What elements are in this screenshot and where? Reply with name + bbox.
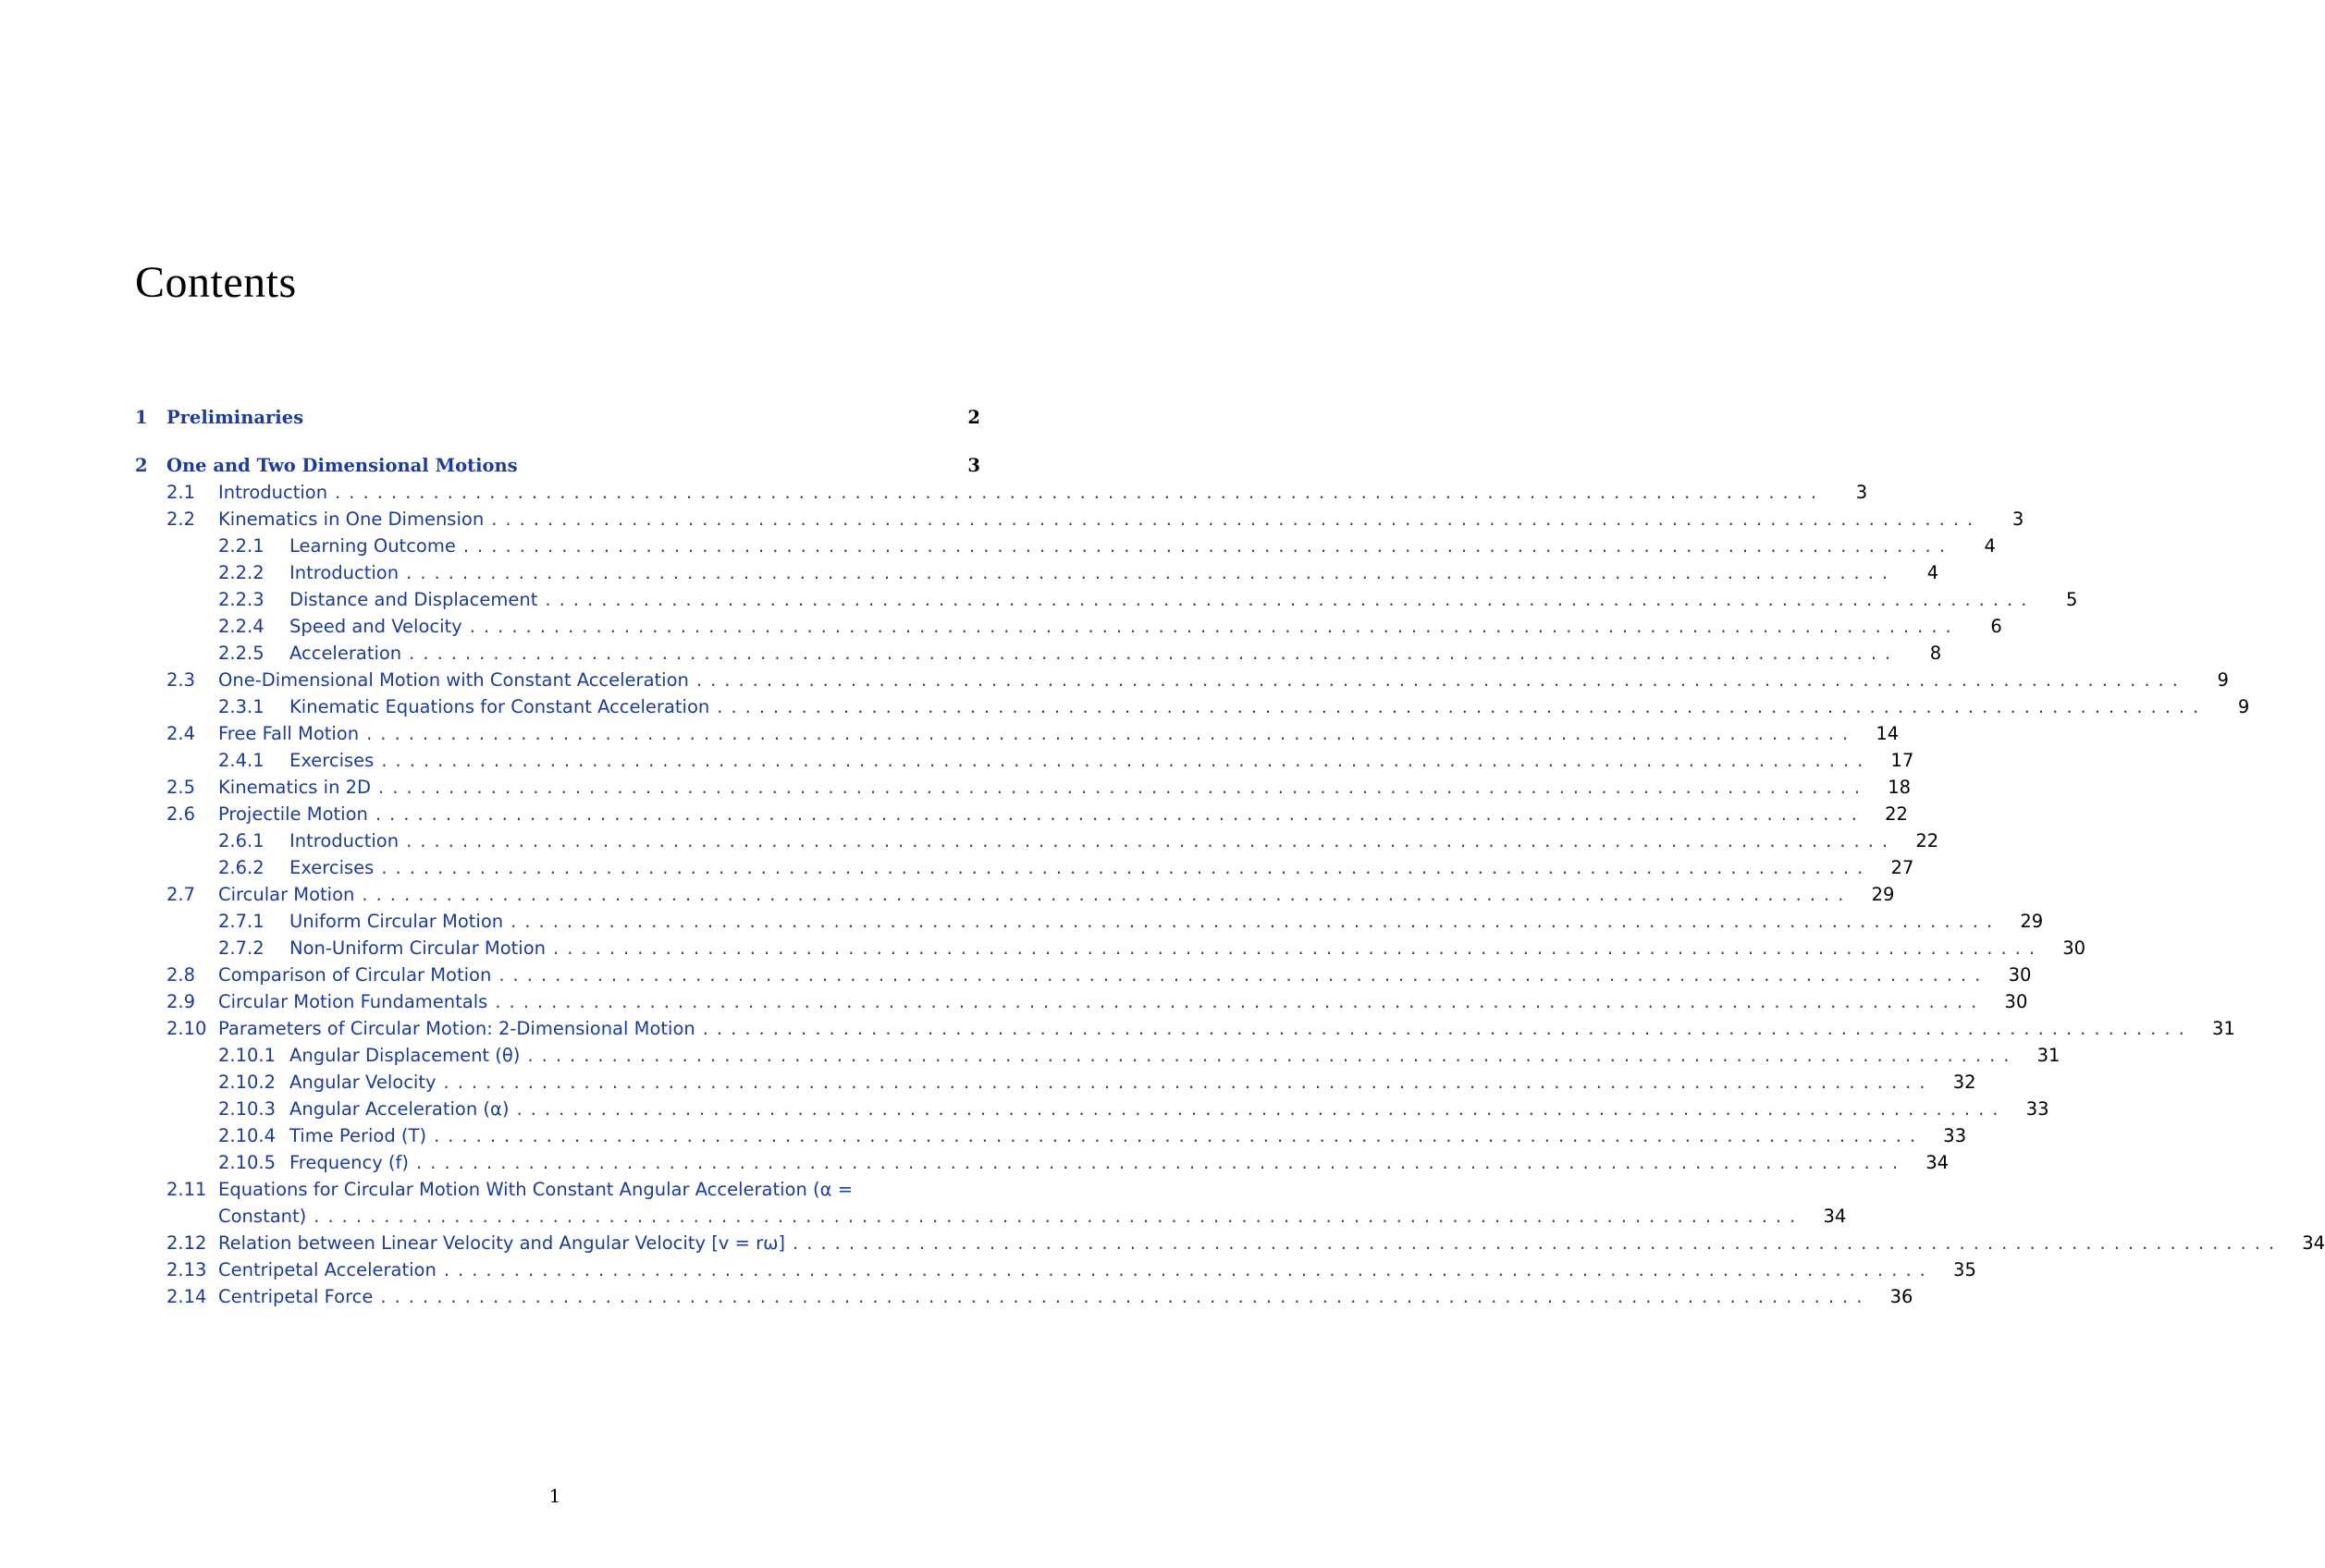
toc-section[interactable] bbox=[135, 723, 1900, 749]
toc-section[interactable] bbox=[135, 1018, 2235, 1044]
section-number: 2.7 bbox=[166, 884, 196, 905]
subsection-number: 2.10.5 bbox=[218, 1152, 277, 1173]
section-number: 2.6 bbox=[166, 803, 196, 825]
dot-leader: .......................................................................................................... bbox=[516, 1098, 2007, 1120]
toc-chapter-1[interactable] bbox=[135, 407, 980, 433]
subsection-page: 17 bbox=[1890, 750, 1914, 771]
section-number: 2.9 bbox=[166, 991, 196, 1012]
section-page: 35 bbox=[1953, 1259, 1976, 1280]
section-page: 36 bbox=[1889, 1286, 1913, 1307]
subsection-title: Learning Outcome bbox=[289, 535, 456, 557]
toc-subsection[interactable] bbox=[135, 589, 2078, 615]
toc-subsection[interactable] bbox=[135, 1125, 1967, 1151]
section-page: 14 bbox=[1876, 723, 1900, 744]
dot-leader: .......................................................................................................... bbox=[381, 750, 1872, 771]
subsection-page: 4 bbox=[1984, 535, 1996, 557]
section-title: Centripetal Acceleration bbox=[218, 1259, 437, 1280]
section-title: Circular Motion bbox=[218, 884, 355, 905]
toc-subsection[interactable] bbox=[135, 562, 1939, 588]
toc-subsection[interactable] bbox=[135, 696, 2250, 722]
dot-leader: .......................................................................................................... bbox=[406, 562, 1897, 583]
toc-subsection[interactable] bbox=[135, 1098, 2049, 1124]
section-number: 2.10 bbox=[166, 1018, 207, 1039]
section-number: 2.8 bbox=[166, 964, 196, 986]
section-title-continued: Constant) bbox=[218, 1206, 307, 1227]
page-title: Contents bbox=[135, 258, 297, 307]
subsection-number: 2.7.1 bbox=[218, 911, 264, 932]
dot-leader: .......................................................................................................... bbox=[443, 1072, 1934, 1093]
section-page: 29 bbox=[1871, 884, 1895, 905]
subsection-page: 6 bbox=[1990, 616, 2002, 637]
section-title: Relation between Linear Velocity and Angular Velocity [v = rω] bbox=[218, 1232, 786, 1254]
subsection-title: Angular Acceleration (α) bbox=[289, 1098, 510, 1120]
section-title: Kinematics in 2D bbox=[218, 777, 372, 798]
dot-leader: .......................................................................................................... bbox=[793, 1232, 2283, 1254]
subsection-number: 2.2.2 bbox=[218, 562, 264, 583]
subsection-number: 2.2.4 bbox=[218, 616, 264, 637]
subsection-number: 2.3.1 bbox=[218, 696, 264, 717]
dot-leader: .......................................................................................................... bbox=[378, 777, 1869, 798]
dot-leader: .......................................................................................................... bbox=[443, 1259, 1934, 1280]
subsection-number: 2.10.3 bbox=[218, 1098, 277, 1120]
toc-section[interactable] bbox=[135, 1286, 1913, 1312]
dot-leader: .......................................................................................................... bbox=[366, 723, 1857, 744]
section-page: 22 bbox=[1885, 803, 1908, 825]
dot-leader: .......................................................................................................... bbox=[527, 1045, 2018, 1066]
toc-section[interactable] bbox=[135, 991, 2028, 1017]
subsection-page: 30 bbox=[2062, 937, 2086, 959]
section-title: Centripetal Force bbox=[218, 1286, 374, 1307]
chapter-title: Preliminaries bbox=[166, 407, 304, 428]
section-number: 2.13 bbox=[166, 1259, 207, 1280]
dot-leader: .......................................................................................................... bbox=[491, 508, 1982, 530]
section-number: 2.5 bbox=[166, 777, 196, 798]
subsection-number: 2.2.1 bbox=[218, 535, 264, 557]
toc-subsection[interactable] bbox=[135, 1152, 1950, 1178]
toc-subsection[interactable] bbox=[135, 1045, 2061, 1071]
subsection-number: 2.7.2 bbox=[218, 937, 264, 959]
chapter-title: One and Two Dimensional Motions bbox=[166, 455, 518, 476]
section-page: 34 bbox=[2302, 1232, 2325, 1254]
toc-subsection[interactable] bbox=[135, 1072, 1976, 1097]
toc-section[interactable] bbox=[135, 1179, 980, 1205]
subsection-title: Exercises bbox=[289, 750, 375, 771]
chapter-number: 1 bbox=[135, 407, 148, 428]
toc-chapter-2[interactable] bbox=[135, 455, 980, 481]
subsection-page: 33 bbox=[2025, 1098, 2049, 1120]
page-number: 1 bbox=[548, 1485, 561, 1507]
dot-leader: .......................................................................................................... bbox=[462, 535, 1953, 557]
toc-section[interactable] bbox=[135, 482, 1868, 508]
dot-leader: .......................................................................................................... bbox=[335, 482, 1826, 503]
subsection-title: Non-Uniform Circular Motion bbox=[289, 937, 547, 959]
section-number: 2.2 bbox=[166, 508, 196, 530]
subsection-title: Distance and Displacement bbox=[289, 589, 538, 610]
toc-subsection[interactable] bbox=[135, 857, 1914, 883]
subsection-page: 22 bbox=[1915, 830, 1939, 851]
section-page: 34 bbox=[1823, 1206, 1847, 1227]
dot-leader: .......................................................................................................... bbox=[362, 884, 1852, 905]
dot-leader: .......................................................................................................... bbox=[375, 803, 1865, 825]
dot-leader: .......................................................................................................... bbox=[434, 1125, 1925, 1146]
section-page: 30 bbox=[2004, 991, 2028, 1012]
dot-leader: .......................................................................................................... bbox=[495, 991, 1986, 1012]
section-number: 2.3 bbox=[166, 669, 196, 691]
toc-section[interactable] bbox=[135, 777, 1912, 802]
subsection-number: 2.6.2 bbox=[218, 857, 264, 878]
dot-leader: .......................................................................................................... bbox=[406, 830, 1897, 851]
toc-section[interactable] bbox=[135, 1259, 1976, 1285]
dot-leader: .......................................................................................................... bbox=[380, 1286, 1871, 1307]
subsection-number: 2.4.1 bbox=[218, 750, 264, 771]
section-number: 2.4 bbox=[166, 723, 196, 744]
subsection-title: Acceleration bbox=[289, 643, 402, 664]
subsection-number: 2.10.1 bbox=[218, 1045, 277, 1066]
section-number: 2.12 bbox=[166, 1232, 207, 1254]
toc-section[interactable] bbox=[135, 669, 2229, 695]
subsection-number: 2.6.1 bbox=[218, 830, 264, 851]
subsection-page: 4 bbox=[1926, 562, 1939, 583]
subsection-page: 29 bbox=[2020, 911, 2044, 932]
toc-subsection[interactable] bbox=[135, 937, 2086, 963]
section-page: 3 bbox=[1855, 482, 1868, 503]
toc-section[interactable] bbox=[135, 884, 1895, 910]
section-title: One-Dimensional Motion with Constant Acceleration bbox=[218, 669, 689, 691]
toc-subsection[interactable] bbox=[135, 750, 1914, 776]
dot-leader: .......................................................................................................... bbox=[469, 616, 1960, 637]
subsection-page: 32 bbox=[1952, 1072, 1976, 1093]
section-page: 18 bbox=[1888, 777, 1912, 798]
subsection-page: 9 bbox=[2237, 696, 2250, 717]
section-title: Introduction bbox=[218, 482, 328, 503]
section-page: 9 bbox=[2217, 669, 2229, 691]
section-page: 30 bbox=[2008, 964, 2032, 986]
section-title: Free Fall Motion bbox=[218, 723, 360, 744]
toc-subsection[interactable] bbox=[135, 643, 1942, 668]
toc-subsection[interactable] bbox=[135, 830, 1939, 856]
section-title: Kinematics in One Dimension bbox=[218, 508, 485, 530]
subsection-title: Kinematic Equations for Constant Acceleration bbox=[289, 696, 710, 717]
section-number: 2.11 bbox=[166, 1179, 207, 1200]
section-page: 3 bbox=[2011, 508, 2024, 530]
dot-leader: .......................................................................................................... bbox=[416, 1152, 1907, 1173]
dot-leader: .......................................................................................................... bbox=[702, 1018, 2193, 1039]
subsection-title: Uniform Circular Motion bbox=[289, 911, 504, 932]
subsection-number: 2.10.2 bbox=[218, 1072, 277, 1093]
subsection-page: 33 bbox=[1943, 1125, 1967, 1146]
subsection-number: 2.10.4 bbox=[218, 1125, 277, 1146]
subsection-title: Introduction bbox=[289, 562, 400, 583]
dot-leader: .......................................................................................................... bbox=[498, 964, 1989, 986]
dot-leader: .......................................................................................................... bbox=[695, 669, 2186, 691]
section-title: Circular Motion Fundamentals bbox=[218, 991, 488, 1012]
section-title: Equations for Circular Motion With Constant Angular Acceleration (α = bbox=[218, 1179, 854, 1200]
section-page: 31 bbox=[2211, 1018, 2235, 1039]
dot-leader: .......................................................................................................... bbox=[545, 589, 2036, 610]
subsection-title: Angular Displacement (θ) bbox=[289, 1045, 521, 1066]
toc-section[interactable] bbox=[135, 803, 1908, 829]
toc-section[interactable] bbox=[135, 964, 2032, 990]
toc-subsection[interactable] bbox=[135, 911, 2044, 937]
subsection-page: 5 bbox=[2066, 589, 2078, 610]
chapter-page: 3 bbox=[967, 455, 980, 476]
section-title: Projectile Motion bbox=[218, 803, 368, 825]
subsection-page: 8 bbox=[1929, 643, 1942, 664]
section-title: Comparison of Circular Motion bbox=[218, 964, 492, 986]
subsection-page: 31 bbox=[2036, 1045, 2061, 1066]
dot-leader: .......................................................................................................... bbox=[314, 1206, 1804, 1227]
toc-subsection[interactable] bbox=[135, 616, 2002, 642]
subsection-page: 27 bbox=[1890, 857, 1914, 878]
dot-leader: .......................................................................................................... bbox=[553, 937, 2044, 959]
subsection-title: Time Period (T) bbox=[289, 1125, 427, 1146]
toc-section[interactable] bbox=[135, 508, 2024, 534]
chapter-number: 2 bbox=[135, 455, 148, 476]
subsection-number: 2.2.3 bbox=[218, 589, 264, 610]
toc-subsection[interactable] bbox=[135, 535, 1996, 561]
subsection-number: 2.2.5 bbox=[218, 643, 264, 664]
dot-leader: .......................................................................................................... bbox=[717, 696, 2208, 717]
toc-section[interactable] bbox=[135, 1232, 2325, 1258]
subsection-title: Exercises bbox=[289, 857, 375, 878]
dot-leader: .......................................................................................................... bbox=[409, 643, 1900, 664]
toc-section-continued[interactable] bbox=[135, 1206, 1847, 1231]
chapter-page: 2 bbox=[967, 407, 980, 428]
subsection-page: 34 bbox=[1925, 1152, 1950, 1173]
subsection-title: Speed and Velocity bbox=[289, 616, 462, 637]
dot-leader: .......................................................................................................... bbox=[381, 857, 1872, 878]
dot-leader: .......................................................................................................... bbox=[511, 911, 2001, 932]
subsection-title: Angular Velocity bbox=[289, 1072, 437, 1093]
section-title: Parameters of Circular Motion: 2-Dimensional Motion bbox=[218, 1018, 695, 1039]
section-number: 2.14 bbox=[166, 1286, 207, 1307]
section-number: 2.1 bbox=[166, 482, 196, 503]
subsection-title: Introduction bbox=[289, 830, 400, 851]
subsection-title: Frequency (f) bbox=[289, 1152, 410, 1173]
